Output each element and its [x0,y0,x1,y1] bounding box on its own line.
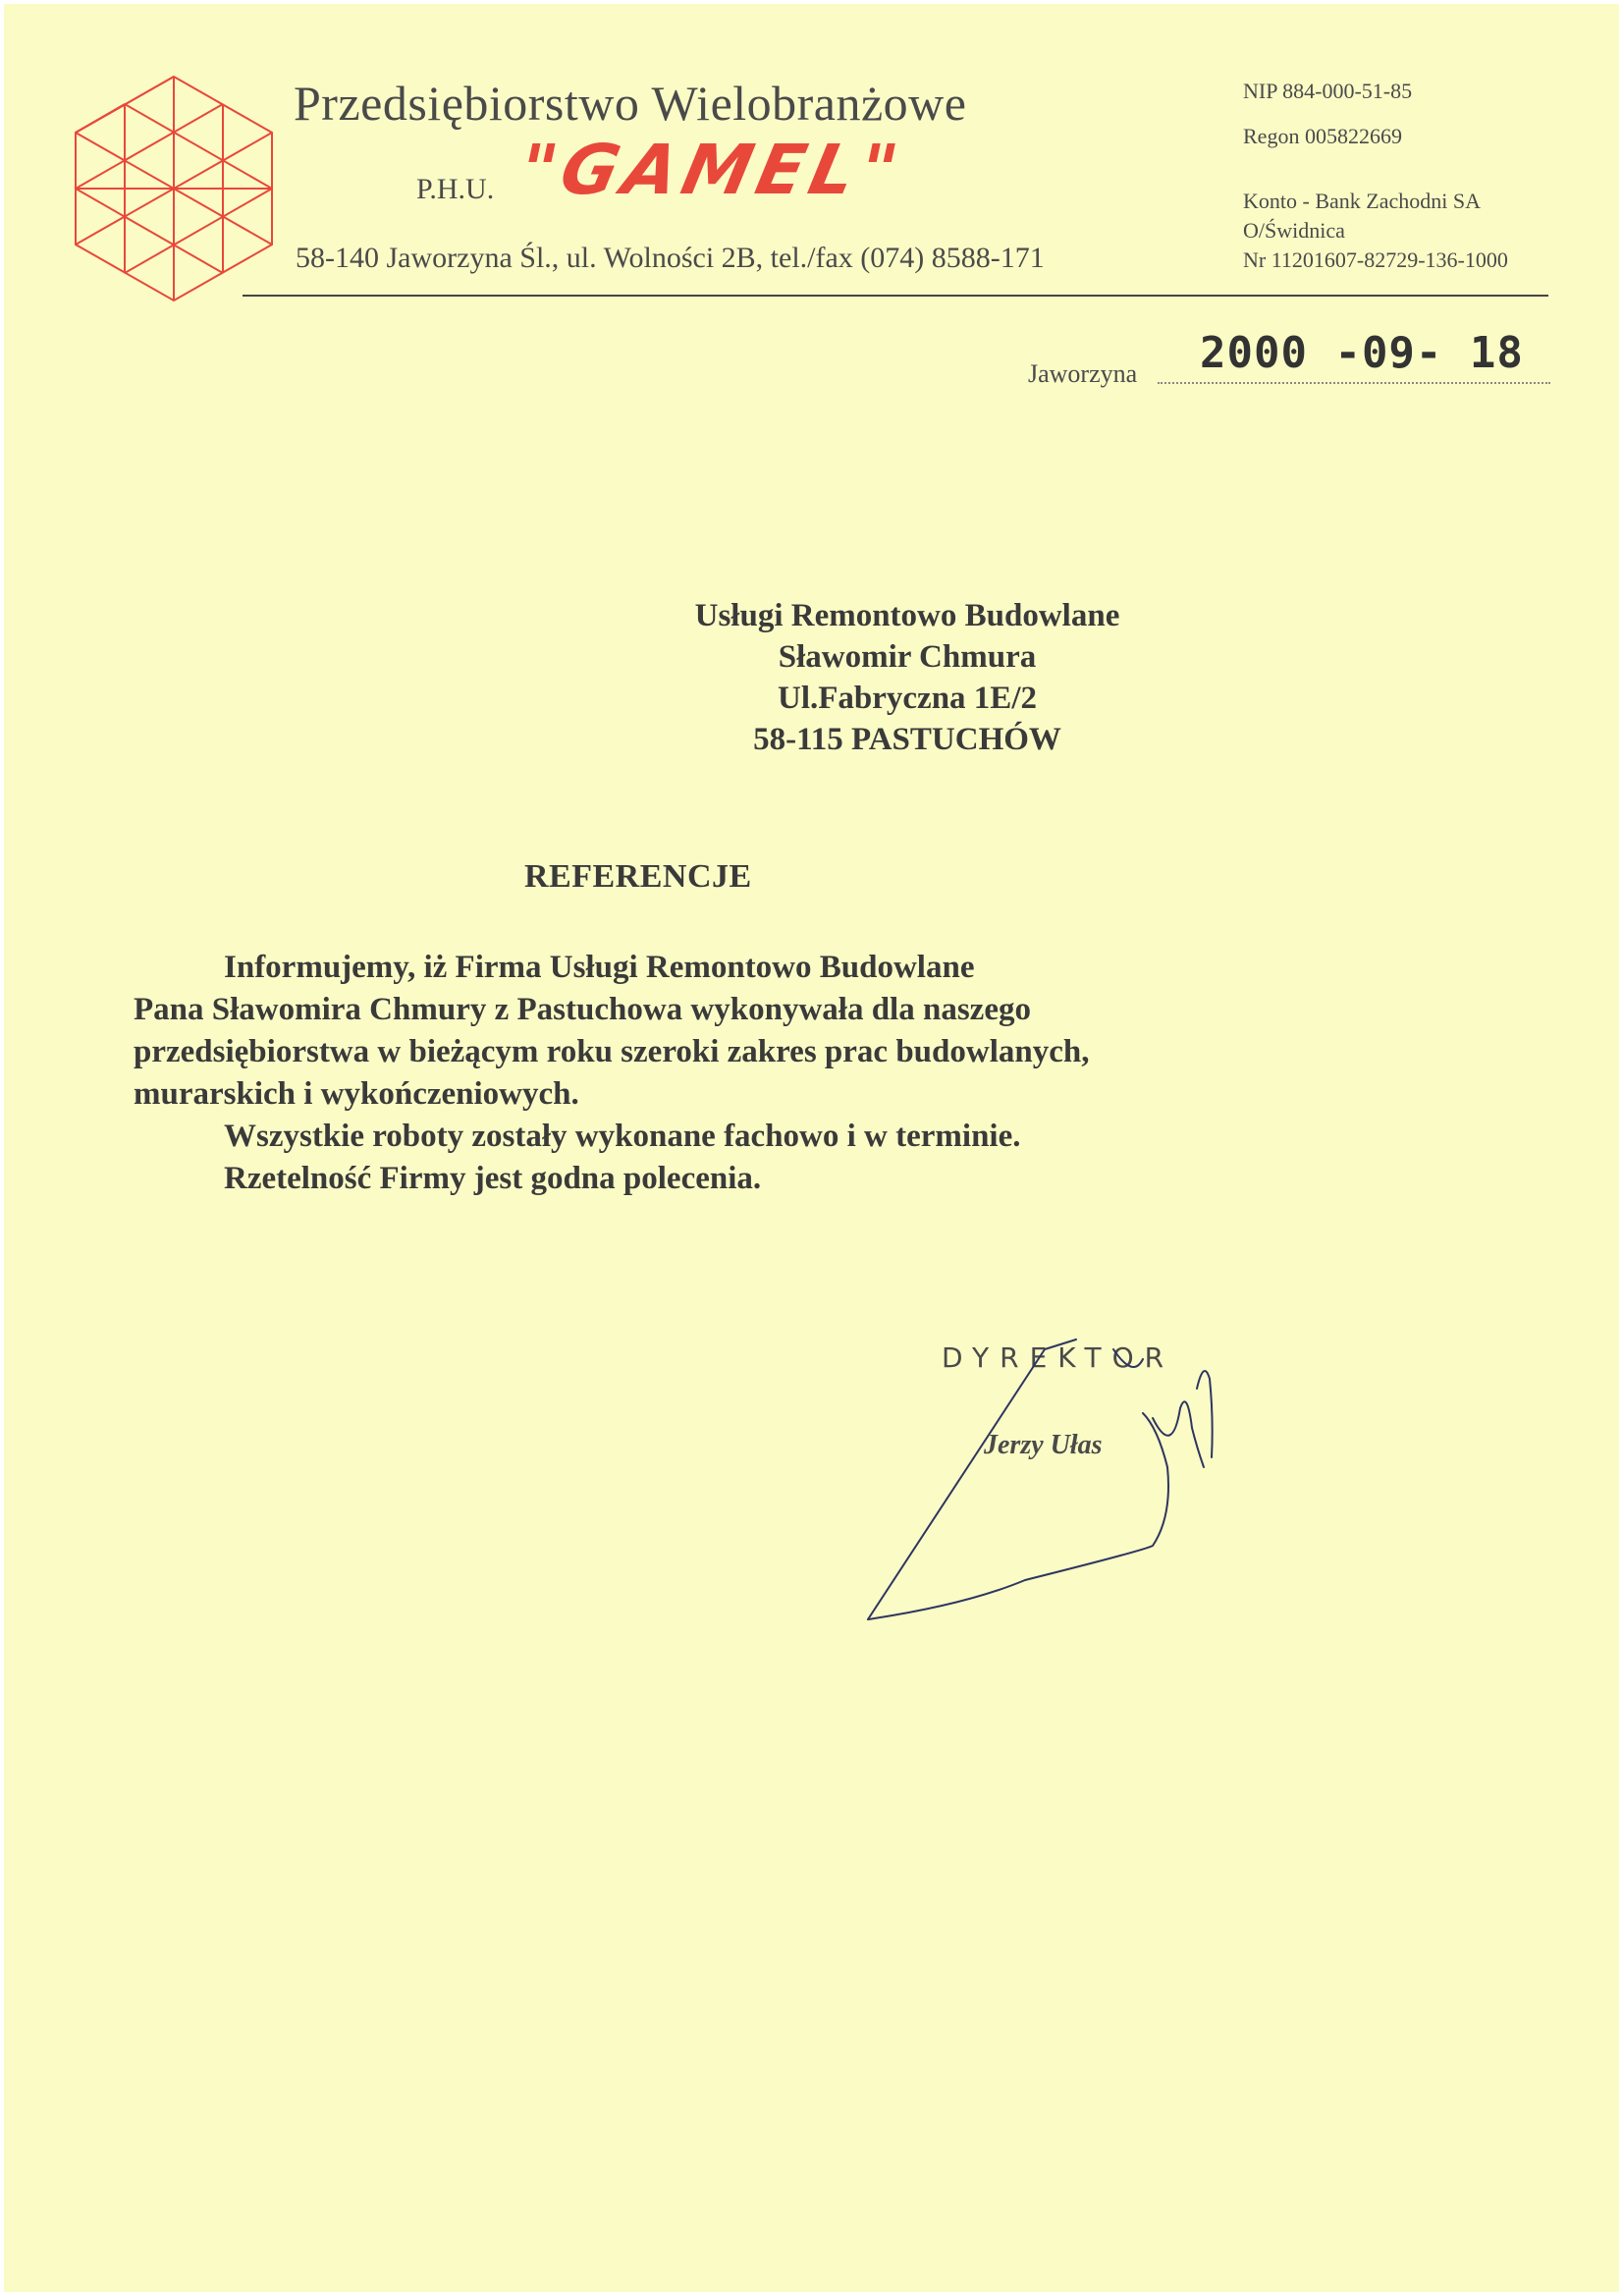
letter-page [4,4,1619,2292]
letter-body [134,947,1312,1200]
recipient-line: Sławomir Chmura [778,639,1037,675]
header-divider [243,295,1548,297]
body-line: przedsiębiorstwa w bieżącym roku szeroki zakres prac budowlanych, [134,1034,1090,1069]
company-name: Przedsiębiorstwo Wielobranżowe [294,76,967,131]
bank-branch: O/Świdnica [1243,218,1345,243]
date-dotted-line [1158,382,1550,384]
brand-name: "GAMEL" [512,130,911,210]
document-title: REFERENCJE [524,858,752,895]
recipient-line: Ul.Fabryczna 1E/2 [778,681,1037,716]
bank-account-number: Nr 11201607-82729-136-1000 [1243,247,1508,272]
body-line: Informujemy, iż Firma Usługi Remontowo Budowlane [224,950,975,985]
regon-number: Regon 005822669 [1243,124,1402,148]
date-place: Jaworzyna [1028,359,1138,388]
recipient-address [632,595,1182,760]
bank-account-label: Konto - Bank Zachodni SA [1243,189,1481,213]
date-stamp: 2000 -09- 18 [1200,328,1524,378]
signatory-name: Jerzy Ułas [984,1430,1103,1460]
recipient-line: 58-115 PASTUCHÓW [753,722,1061,757]
signature-icon [848,1320,1221,1634]
recipient-line: Usługi Remontowo Budowlane [694,598,1120,633]
signatory-title: DYREKTOR [942,1341,1175,1374]
body-line: Rzetelność Firmy jest godna polecenia. [224,1161,762,1196]
body-line: Pana Sławomira Chmury z Pastuchowa wykonywała dla naszego [134,992,1031,1027]
company-address: 58-140 Jaworzyna Śl., ul. Wolności 2B, tel./fax (074) 8588-171 [296,242,1045,274]
company-logo-icon [73,75,275,302]
nip-number: NIP 884-000-51-85 [1243,79,1413,103]
company-form: P.H.U. [416,173,495,205]
body-line: Wszystkie roboty zostały wykonane fachowo i w terminie. [224,1119,1021,1154]
body-line: murarskich i wykończeniowych. [134,1076,579,1112]
